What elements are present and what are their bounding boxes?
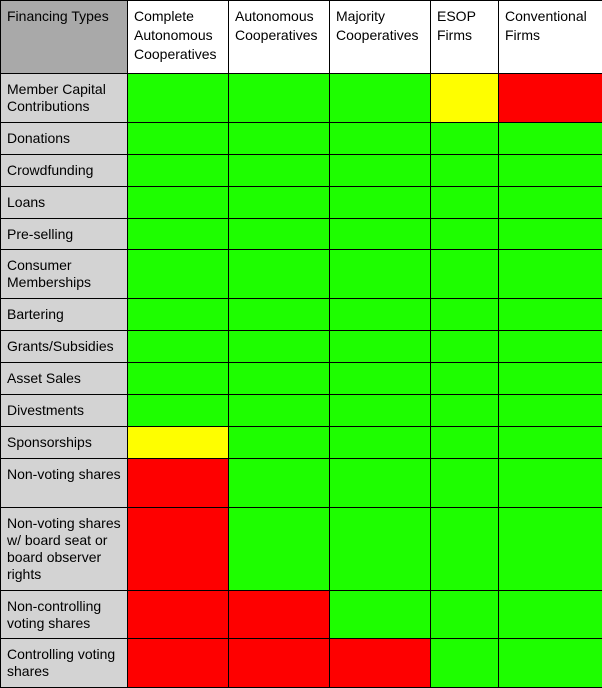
table-row (1, 427, 602, 459)
column-header-autonomous (229, 1, 330, 74)
status-cell-red (128, 508, 229, 591)
status-cell-green (330, 250, 431, 299)
row-label-cell (1, 299, 128, 331)
row-label-cell (1, 187, 128, 219)
status-cell-green (431, 299, 499, 331)
status-cell-green (229, 187, 330, 219)
status-cell-green (330, 459, 431, 508)
status-cell-green (128, 123, 229, 155)
status-cell-red (128, 591, 229, 639)
table-row (1, 299, 602, 331)
row-label-cell (1, 639, 128, 688)
status-cell-green (128, 331, 229, 363)
status-cell-green (499, 363, 602, 395)
status-cell-green (431, 155, 499, 187)
status-cell-red (128, 459, 229, 508)
column-header-esop (431, 1, 499, 74)
status-cell-green (330, 331, 431, 363)
status-cell-green (330, 219, 431, 250)
status-cell-green (128, 363, 229, 395)
status-cell-green (128, 299, 229, 331)
status-cell-green (431, 591, 499, 639)
status-cell-green (229, 331, 330, 363)
corner-header-label: Financing Types (1, 1, 127, 26)
status-cell-green (431, 331, 499, 363)
status-cell-green (330, 74, 431, 123)
row-label: Consumer Memberships (1, 250, 127, 291)
status-cell-green (229, 219, 330, 250)
row-label: Grants/Subsidies (1, 331, 127, 355)
row-label-cell (1, 331, 128, 363)
row-label-cell (1, 74, 128, 123)
row-label-cell (1, 155, 128, 187)
status-cell-green (431, 395, 499, 427)
status-cell-green (229, 395, 330, 427)
status-cell-green (330, 155, 431, 187)
column-header-complete-autonomous (128, 1, 229, 74)
table-row (1, 639, 602, 688)
row-label: Crowdfunding (1, 155, 127, 179)
status-cell-green (229, 459, 330, 508)
status-cell-green (330, 395, 431, 427)
row-label-cell (1, 250, 128, 299)
status-cell-green (431, 187, 499, 219)
status-cell-green (128, 187, 229, 219)
status-cell-green (330, 427, 431, 459)
column-header-label: Conventional Firms (499, 1, 602, 45)
table-row (1, 363, 602, 395)
row-label-cell (1, 508, 128, 591)
corner-header-cell (1, 1, 128, 74)
status-cell-green (499, 395, 602, 427)
status-cell-green (499, 219, 602, 250)
header-row (1, 1, 602, 74)
table-row (1, 331, 602, 363)
row-label-cell (1, 459, 128, 508)
row-label: Asset Sales (1, 363, 127, 387)
status-cell-green (128, 74, 229, 123)
status-cell-red (229, 591, 330, 639)
status-cell-green (431, 123, 499, 155)
table-row (1, 155, 602, 187)
row-label-cell (1, 591, 128, 639)
row-label-cell (1, 395, 128, 427)
row-label: Loans (1, 187, 127, 211)
status-cell-green (128, 219, 229, 250)
column-header-conventional (499, 1, 602, 74)
status-cell-green (330, 299, 431, 331)
status-cell-green (499, 459, 602, 508)
status-cell-red (229, 639, 330, 688)
row-label: Non-voting shares w/ board seat or board observer rights (1, 508, 127, 583)
row-label: Non-controlling voting shares (1, 591, 127, 632)
status-cell-yellow (128, 427, 229, 459)
status-cell-green (128, 155, 229, 187)
status-cell-green (499, 155, 602, 187)
table-row (1, 459, 602, 508)
status-cell-green (499, 250, 602, 299)
status-cell-green (128, 395, 229, 427)
status-cell-green (499, 331, 602, 363)
status-cell-green (229, 74, 330, 123)
status-cell-green (499, 187, 602, 219)
column-header-label: ESOP Firms (431, 1, 498, 45)
row-label: Member Capital Contributions (1, 74, 127, 115)
status-cell-green (499, 299, 602, 331)
column-header-label: Complete Autonomous Cooperatives (128, 1, 228, 64)
status-cell-red (128, 639, 229, 688)
status-cell-green (229, 155, 330, 187)
status-cell-green (431, 363, 499, 395)
status-cell-green (330, 187, 431, 219)
status-cell-red (499, 74, 602, 123)
status-cell-green (229, 427, 330, 459)
status-cell-green (431, 250, 499, 299)
table-row (1, 74, 602, 123)
status-cell-green (499, 427, 602, 459)
column-header-label: Majority Cooperatives (330, 1, 430, 45)
row-label: Bartering (1, 299, 127, 323)
status-cell-green (229, 250, 330, 299)
status-cell-green (330, 363, 431, 395)
status-cell-green (499, 508, 602, 591)
status-cell-green (128, 250, 229, 299)
status-cell-green (229, 363, 330, 395)
status-cell-green (229, 299, 330, 331)
status-cell-red (330, 639, 431, 688)
matrix-body (1, 74, 602, 688)
row-label: Non-voting shares (1, 459, 127, 483)
table-row (1, 508, 602, 591)
status-cell-green (431, 219, 499, 250)
status-cell-green (431, 459, 499, 508)
status-cell-green (229, 123, 330, 155)
row-label: Controlling voting shares (1, 639, 127, 680)
row-label-cell (1, 219, 128, 250)
table-row (1, 395, 602, 427)
row-label: Sponsorships (1, 427, 127, 451)
table-row (1, 219, 602, 250)
table-row (1, 250, 602, 299)
row-label: Divestments (1, 395, 127, 419)
status-cell-green (431, 427, 499, 459)
status-cell-green (330, 591, 431, 639)
status-cell-yellow (431, 74, 499, 123)
status-cell-green (431, 508, 499, 591)
row-label-cell (1, 123, 128, 155)
status-cell-green (431, 639, 499, 688)
table-row (1, 123, 602, 155)
status-cell-green (499, 591, 602, 639)
status-cell-green (229, 508, 330, 591)
column-header-majority (330, 1, 431, 74)
row-label-cell (1, 363, 128, 395)
table-row (1, 187, 602, 219)
row-label-cell (1, 427, 128, 459)
status-cell-green (330, 123, 431, 155)
column-header-label: Autonomous Cooperatives (229, 1, 329, 45)
status-cell-green (499, 639, 602, 688)
table-row (1, 591, 602, 639)
row-label: Donations (1, 123, 127, 147)
row-label: Pre-selling (1, 219, 127, 243)
status-cell-green (499, 123, 602, 155)
status-cell-green (330, 508, 431, 591)
